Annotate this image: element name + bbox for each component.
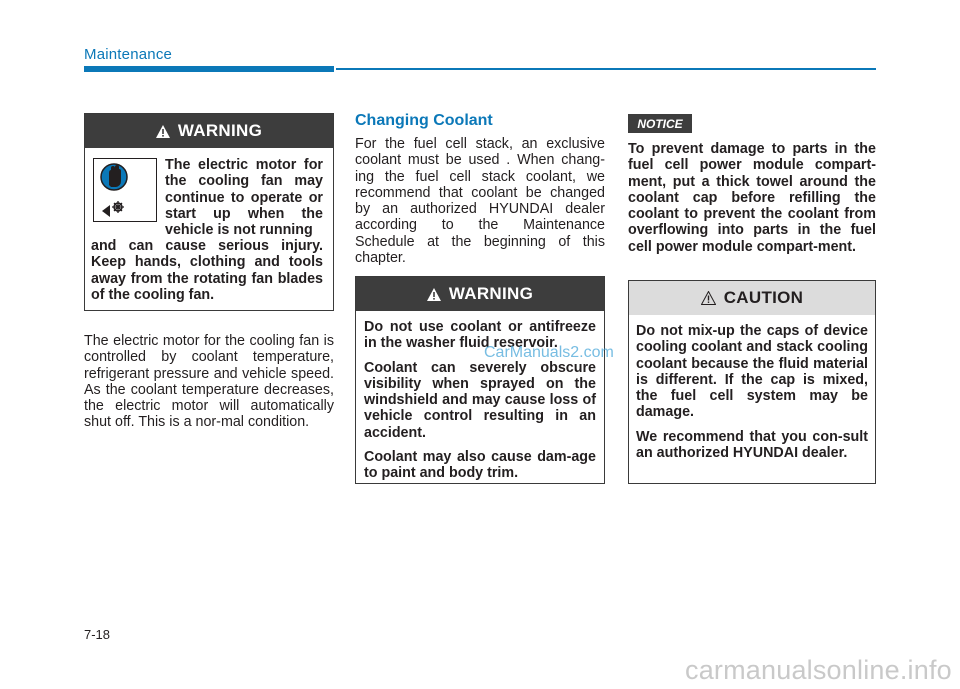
watermark-carmanualsonline: carmanualsonline.info — [685, 655, 952, 685]
warning-paragraph-2: Coolant can severely obscure visibility when sprayed on the windshield and may cause loss of vehicle control resulting in an accident. — [364, 359, 596, 441]
page-number: 7-18 — [84, 627, 111, 642]
caution-box — [628, 280, 876, 484]
fan-warning-text-top: The electric motor for the cooling fan may continue to operate or start up when the vehicle is not running — [165, 157, 323, 239]
coolant-body-text: For the fuel cell stack, an exclusive coolant must be used . When chang-ing the fuel cell stack coolant, we recommend that coolant be changed by an authorized HYUNDAI dealer according to the Maintenance Schedule at the beginning of this chapter. — [355, 136, 605, 267]
notice-text: To prevent damage to parts in the fuel cell power module compart-ment, put a thick towel around the coolant cap before refilling the coolant to prevent the coolant from overflowing into parts in the fuel cell power module compart-ment. — [628, 141, 876, 255]
watermark-carmanuals2: CarManuals2.com — [484, 344, 614, 361]
section-title: Maintenance — [84, 46, 173, 63]
fan-warning-text-bottom: and can cause serious injury. Keep hands, clothing and tools away from the rotating fan blades of the cooling fan. — [91, 238, 323, 303]
notice-tag: NOTICE — [628, 114, 692, 133]
fan-warning-box — [84, 113, 334, 311]
warning-header — [356, 277, 604, 311]
caution-text — [636, 323, 868, 469]
hand-stop-icon — [93, 158, 157, 222]
warning-triangle-icon — [427, 288, 441, 301]
caution-header — [629, 281, 875, 315]
changing-coolant-heading: Changing Coolant — [355, 112, 493, 129]
coolant-warning-box — [355, 276, 605, 484]
warning-paragraph-3: Coolant may also cause dam-age to paint and body trim. — [364, 449, 596, 482]
warning-triangle-icon — [156, 125, 170, 138]
caution-label: CAUTION — [723, 288, 804, 307]
header-rule-thin — [336, 68, 876, 70]
fan-body-text: The electric motor for the cooling fan is controlled by coolant temperature, refrigerant pressure and vehicle speed. As the coolant temperature decreases, the electric motor will automatically shut off. This is a nor-mal condition. — [84, 333, 334, 431]
caution-paragraph-1: Do not mix-up the caps of device cooling coolant and stack cooling coolant because the fluid material is different. If the cap is mixed, the fuel cell system may be damage. — [636, 323, 868, 421]
caution-paragraph-2: We recommend that you con-sult an authorized HYUNDAI dealer. — [636, 428, 868, 462]
warning-paragraph-1: Do not use coolant or antifreeze in the washer fluid reservoir. — [364, 319, 596, 352]
warning-header — [85, 114, 333, 148]
caution-triangle-icon — [701, 291, 716, 305]
warning-label: WARNING — [177, 121, 263, 140]
warning-label: WARNING — [448, 284, 534, 303]
header-rule-thick — [84, 66, 334, 72]
